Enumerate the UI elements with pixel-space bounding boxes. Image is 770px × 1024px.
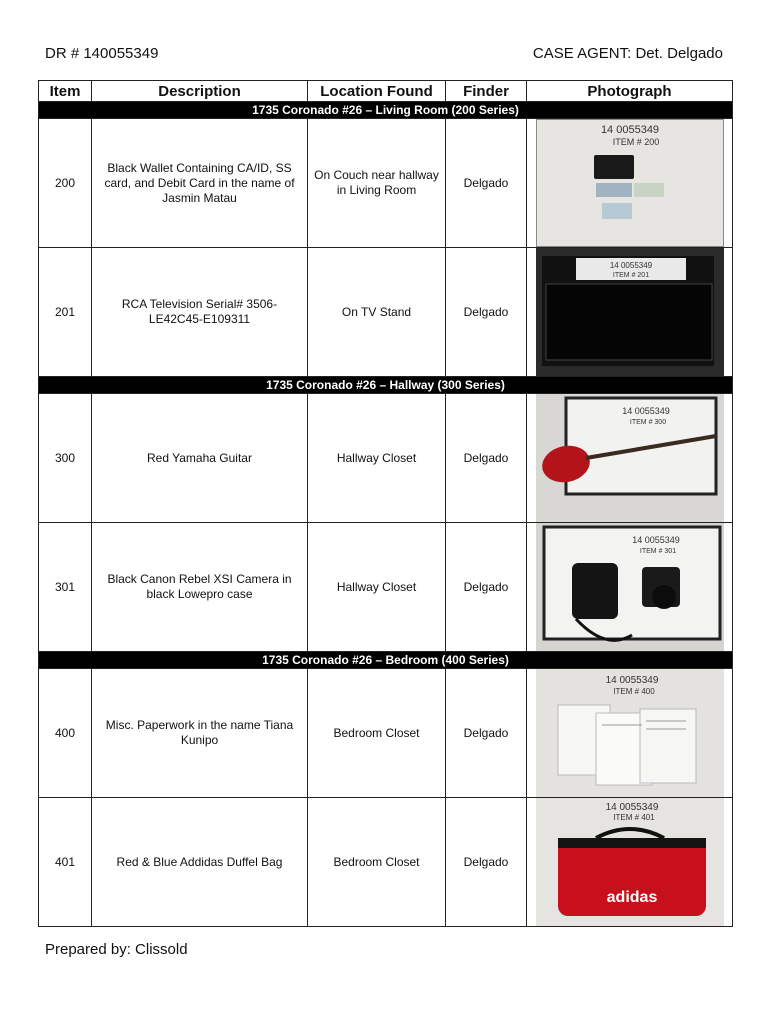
photo-cell [527,669,733,798]
item-location: Bedroom Closet [308,798,446,927]
television-photo [536,248,724,376]
table-row [39,669,733,798]
item-location: Bedroom Closet [308,669,446,798]
item-description: Red & Blue Addidas Duffel Bag [92,798,308,927]
photo-case-number: 14 0055349 [605,675,658,686]
item-number: 401 [39,798,92,927]
photo-case-number: 14 0055349 [600,124,659,136]
photo-case-number: 14 0055349 [631,535,680,545]
item-description: RCA Television Serial# 3506-LE42C45-E109311 [92,248,308,377]
section-row [39,652,733,669]
section-row [39,102,733,119]
photo-case-number: 14 0055349 [621,406,670,416]
photo-item-label: ITEM # 401 [612,813,655,822]
wallet-photo [536,119,724,247]
duffel-bag-photo [536,798,724,926]
table-row [39,523,733,652]
item-description: Misc. Paperwork in the name Tiana Kunipo [92,669,308,798]
item-finder: Delgado [446,523,527,652]
bag-brand-logo: adidas [606,889,657,906]
photo-item-label: ITEM # 200 [612,137,659,147]
photo-cell [527,248,733,377]
column-header-description: Description [92,81,308,102]
section-row [39,377,733,394]
item-description: Black Wallet Containing CA/ID, SS card, and Debit Card in the name of Jasmin Matau [92,119,308,248]
paperwork-photo [536,669,724,797]
item-number: 301 [39,523,92,652]
item-finder: Delgado [446,119,527,248]
item-number: 400 [39,669,92,798]
table-row [39,394,733,523]
photo-cell [527,798,733,927]
item-location: Hallway Closet [308,394,446,523]
photo-case-number: 14 0055349 [605,802,658,813]
table-row [39,248,733,377]
item-finder: Delgado [446,394,527,523]
photo-case-number: 14 0055349 [609,261,652,270]
section-title-living-room: 1735 Coronado #26 – Living Room (200 Series) [39,102,733,119]
item-finder: Delgado [446,669,527,798]
prepared-by: Prepared by: Clissold [45,941,188,958]
table-header-row [39,81,733,102]
table-row [39,798,733,927]
item-location: On Couch near hallway in Living Room [308,119,446,248]
item-number: 300 [39,394,92,523]
photo-cell [527,523,733,652]
item-location: Hallway Closet [308,523,446,652]
case-agent: CASE AGENT: Det. Delgado [532,45,723,62]
item-number: 201 [39,248,92,377]
photo-item-label: ITEM # 400 [612,687,655,696]
photo-item-label: ITEM # 201 [612,272,649,279]
column-header-item: Item [39,81,92,102]
column-header-photograph: Photograph [527,81,733,102]
item-finder: Delgado [446,248,527,377]
photo-item-label: ITEM # 300 [629,419,666,426]
section-title-bedroom: 1735 Coronado #26 – Bedroom (400 Series) [39,652,733,669]
item-description: Red Yamaha Guitar [92,394,308,523]
column-header-finder: Finder [446,81,527,102]
dr-number: DR # 140055349 [45,45,159,62]
evidence-table [38,80,733,927]
column-header-location: Location Found [308,81,446,102]
guitar-photo [536,394,724,522]
photo-item-label: ITEM # 301 [639,548,676,555]
item-number: 200 [39,119,92,248]
item-finder: Delgado [446,798,527,927]
photo-cell [527,119,733,248]
photo-cell [527,394,733,523]
section-title-hallway: 1735 Coronado #26 – Hallway (300 Series) [39,377,733,394]
camera-photo [536,523,724,651]
item-description: Black Canon Rebel XSI Camera in black Lowepro case [92,523,308,652]
item-location: On TV Stand [308,248,446,377]
table-row [39,119,733,248]
